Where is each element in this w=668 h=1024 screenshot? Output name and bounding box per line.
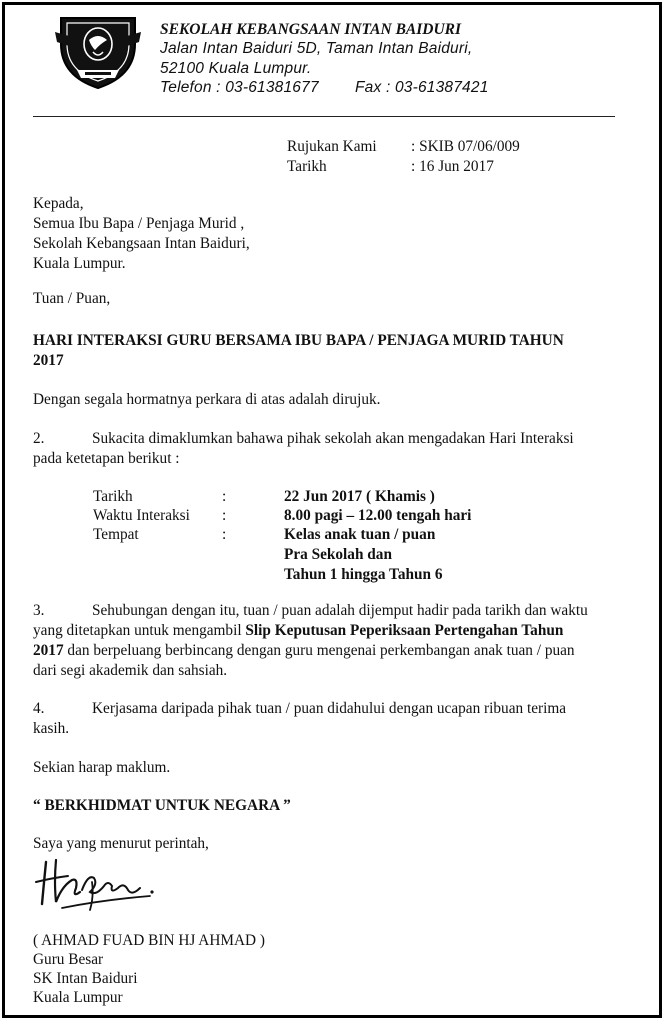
signatory-school: SK Intan Baiduri <box>33 970 138 987</box>
para3-year: 2017 <box>33 642 64 659</box>
school-address-line1: Jalan Intan Baiduri 5D, Taman Intan Baiduri, <box>160 40 473 57</box>
signatory-title: Guru Besar <box>33 951 104 968</box>
detail-waktu-value: 8.00 pagi – 12.00 tengah hari <box>284 507 472 524</box>
salutation: Tuan / Puan, <box>33 290 111 307</box>
detail-tempat-label: Tempat <box>93 526 139 543</box>
detail-tempat-value1: Kelas anak tuan / puan <box>284 526 436 543</box>
school-crest-logo <box>55 10 141 92</box>
detail-colon-2: : <box>222 507 227 524</box>
signatory-name: ( AHMAD FUAD BIN HJ AHMAD ) <box>33 932 266 949</box>
recipient-line2: Semua Ibu Bapa / Penjaga Murid , <box>33 215 245 232</box>
header-divider <box>33 116 615 117</box>
detail-tempat-value3: Tahun 1 hingga Tahun 6 <box>284 566 443 583</box>
tarikh-label: Tarikh <box>287 158 327 175</box>
recipient-line4: Kuala Lumpur. <box>33 255 126 272</box>
detail-waktu-label: Waktu Interaksi <box>93 507 190 524</box>
school-fax: Fax : 03-61387421 <box>355 79 489 96</box>
sign-off: Saya yang menurut perintah, <box>33 835 209 852</box>
signatory-place: Kuala Lumpur <box>33 989 123 1006</box>
para3-line2-text: yang ditetapkan untuk mengambil <box>33 622 246 639</box>
rujukan-label: Rujukan Kami <box>287 138 377 155</box>
detail-colon-1: : <box>222 488 227 505</box>
para2-number: 2. <box>33 430 45 447</box>
school-telefon: Telefon : 03-61381677 <box>160 79 319 96</box>
intro-paragraph: Dengan segala hormatnya perkara di atas adalah dirujuk. <box>33 391 381 408</box>
subject-line1: HARI INTERAKSI GURU BERSAMA IBU BAPA / PENJAGA MURID TAHUN <box>33 332 564 349</box>
detail-tempat-value2: Pra Sekolah dan <box>284 546 392 563</box>
para4-line1: Kerjasama daripada pihak tuan / puan didahului dengan ucapan ribuan terima <box>92 700 567 717</box>
subject-line2: 2017 <box>33 352 64 369</box>
tarikh-value: : 16 Jun 2017 <box>411 158 494 175</box>
handwritten-signature <box>32 852 162 917</box>
para3-number: 3. <box>33 602 45 619</box>
motto: “ BERKHIDMAT UNTUK NEGARA ” <box>33 797 291 814</box>
para3-line2 <box>33 622 563 640</box>
para3-line1: Sehubungan dengan itu, tuan / puan adalah dijemput hadir pada tarikh dan waktu <box>92 602 588 619</box>
detail-tarikh-label: Tarikh <box>93 488 133 505</box>
para4-line2: kasih. <box>33 720 70 737</box>
school-address-line2: 52100 Kuala Lumpur. <box>160 60 312 77</box>
recipient-line3: Sekolah Kebangsaan Intan Baiduri, <box>33 235 250 252</box>
para3-line3-text: dan berpeluang berbincang dengan guru mengenai perkembangan anak tuan / puan <box>63 642 575 659</box>
closing-text: Sekian harap maklum. <box>33 759 171 776</box>
para3-line4: dari segi akademik dan sahsiah. <box>33 662 228 679</box>
detail-colon-3: : <box>222 526 227 543</box>
rujukan-value: : SKIB 07/06/009 <box>411 138 520 155</box>
detail-tarikh-value: 22 Jun 2017 ( Khamis ) <box>284 488 435 505</box>
para3-slip-keputusan: Slip Keputusan Peperiksaan Pertengahan Tahun <box>245 622 564 639</box>
para3-line3 <box>33 642 575 660</box>
school-name: SEKOLAH KEBANGSAAN INTAN BAIDURI <box>160 21 462 38</box>
para2-line2: pada ketetapan berikut : <box>33 450 180 467</box>
para2-line1: Sukacita dimaklumkan bahawa pihak sekolah akan mengadakan Hari Interaksi <box>92 430 574 447</box>
recipient-kepada: Kepada, <box>33 195 84 212</box>
para4-number: 4. <box>33 700 45 717</box>
